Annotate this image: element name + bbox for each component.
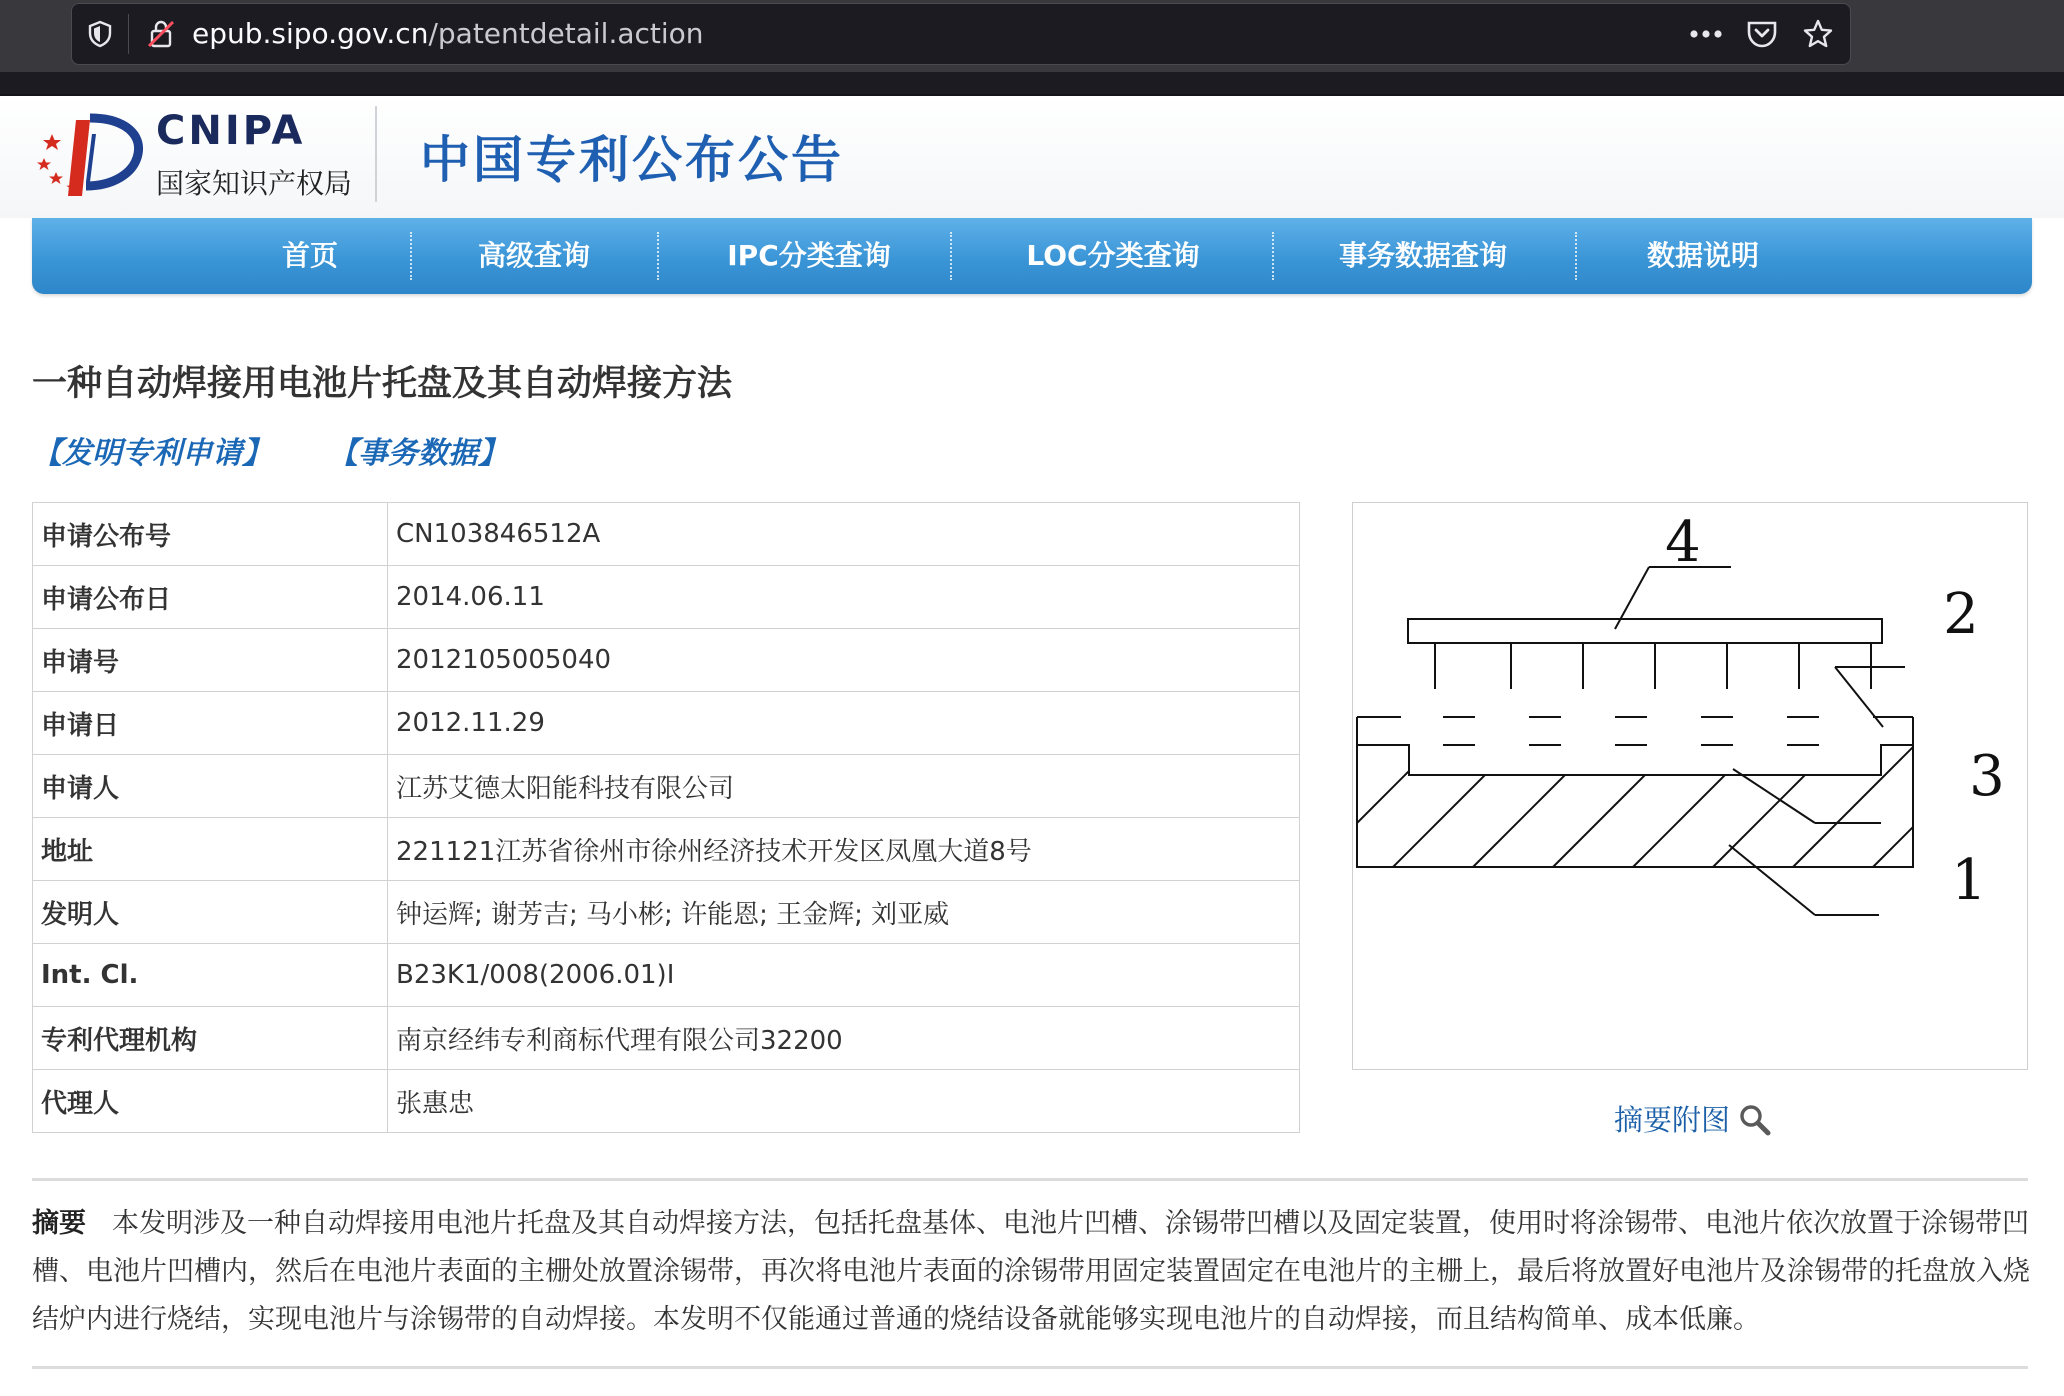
field-label: 申请号 [33, 629, 388, 692]
address-bar[interactable] [71, 3, 1851, 65]
abstract-section [32, 1200, 2030, 1344]
logo-divider [375, 106, 377, 202]
nav-item-advanced-search[interactable]: 高级查询 [477, 239, 591, 272]
field-value: 南京经纬专利商标代理有限公司32200 [388, 1007, 1300, 1070]
nav-separator [657, 232, 659, 280]
table-row [33, 755, 1300, 818]
drawing-label: 1 [1951, 848, 1987, 913]
address-bar-separator [128, 14, 129, 54]
abstract-top-divider [32, 1178, 2028, 1181]
abstract-text: 本发明涉及一种自动焊接用电池片托盘及其自动焊接方法，包括托盘基体、电池片凹槽、涂锡带凹槽以及固定装置，使用时将涂锡带、电池片依次放置于涂锡带凹槽、电池片凹槽内，然后在电池片表面的主栅处放置涂锡带，再次将电池片表面的涂锡带用固定装置固定在电池片的主栅上，最后将放置好电池片及涂锡带的托盘放入烧结炉内进行烧结，实现电池片与涂锡带的自动焊接。本发明不仅能通过普通的烧结设备就能够实现电池片的自动焊接，而且结构简单、成本低廉。 [32, 1208, 2030, 1335]
logo-chinese-text: 国家知识产权局 [156, 167, 353, 200]
drawing-label: 3 [1969, 744, 2005, 809]
field-value: 2012105005040 [388, 629, 1300, 692]
nav-separator [950, 232, 952, 280]
site-title: 中国专利公布公告 [420, 131, 844, 189]
table-row [33, 503, 1300, 566]
abstract-bottom-divider [32, 1366, 2028, 1369]
field-label: 申请公布日 [33, 566, 388, 629]
url-text[interactable]: epub.sipo.gov.cn/patentdetail.action [192, 17, 704, 50]
patent-drawing [1353, 503, 2027, 1069]
pocket-icon[interactable] [1744, 16, 1780, 52]
field-label: Int. Cl. [33, 944, 388, 1007]
magnifier-icon[interactable] [1738, 1104, 1772, 1140]
nav-item-loc-search[interactable]: LOC分类查询 [1026, 239, 1200, 272]
insecure-lock-icon[interactable] [144, 17, 178, 51]
table-row [33, 944, 1300, 1007]
table-row [33, 692, 1300, 755]
field-label: 专利代理机构 [33, 1007, 388, 1070]
table-row [33, 629, 1300, 692]
table-row [33, 1070, 1300, 1133]
field-value: CN103846512A [388, 503, 1300, 566]
patent-title: 一种自动焊接用电池片托盘及其自动焊接方法 [32, 364, 733, 404]
field-value: 2012.11.29 [388, 692, 1300, 755]
field-label: 代理人 [33, 1070, 388, 1133]
transaction-data-link[interactable]: 【事务数据】 [328, 436, 508, 471]
nav-separator [410, 232, 412, 280]
table-row [33, 881, 1300, 944]
star-icon[interactable] [1800, 16, 1836, 52]
main-nav [32, 218, 2032, 294]
field-value: 江苏艾德太阳能科技有限公司 [388, 755, 1300, 818]
logo-english-text: CNIPA [156, 108, 306, 154]
drawing-label: 4 [1665, 510, 1701, 575]
nav-separator [1575, 232, 1577, 280]
nav-item-transaction-search[interactable]: 事务数据查询 [1338, 239, 1508, 272]
nav-separator [1272, 232, 1274, 280]
abstract-drawing[interactable] [1352, 502, 2028, 1070]
table-row [33, 566, 1300, 629]
field-label: 发明人 [33, 881, 388, 944]
browser-toolbar [0, 0, 2064, 72]
field-label: 地址 [33, 818, 388, 881]
drawing-label: 2 [1943, 582, 1979, 647]
invention-application-link[interactable]: 【发明专利申请】 [32, 436, 272, 471]
field-value: B23K1/008(2006.01)I [388, 944, 1300, 1007]
patent-info-table [32, 502, 1300, 1133]
field-value: 钟运辉; 谢芳吉; 马小彬; 许能恩; 王金辉; 刘亚威 [388, 881, 1300, 944]
field-value: 张惠忠 [388, 1070, 1300, 1133]
field-value: 221121江苏省徐州市徐州经济技术开发区凤凰大道8号 [388, 818, 1300, 881]
field-label: 申请公布号 [33, 503, 388, 566]
nav-item-home[interactable]: 首页 [281, 239, 339, 272]
field-label: 申请日 [33, 692, 388, 755]
cnipa-logo[interactable] [32, 106, 372, 206]
nav-item-ipc-search[interactable]: IPC分类查询 [727, 239, 891, 272]
table-row [33, 818, 1300, 881]
browser-toolbar-bottom [0, 72, 2064, 96]
more-icon[interactable] [1686, 18, 1726, 50]
nav-item-data-info[interactable]: 数据说明 [1646, 239, 1760, 272]
field-value: 2014.06.11 [388, 566, 1300, 629]
shield-icon[interactable] [84, 18, 116, 50]
table-row [33, 1007, 1300, 1070]
site-header [0, 96, 2064, 218]
abstract-figure-link[interactable]: 摘要附图 [1614, 1103, 1731, 1137]
abstract-label: 摘要 [32, 1208, 86, 1239]
field-label: 申请人 [33, 755, 388, 818]
